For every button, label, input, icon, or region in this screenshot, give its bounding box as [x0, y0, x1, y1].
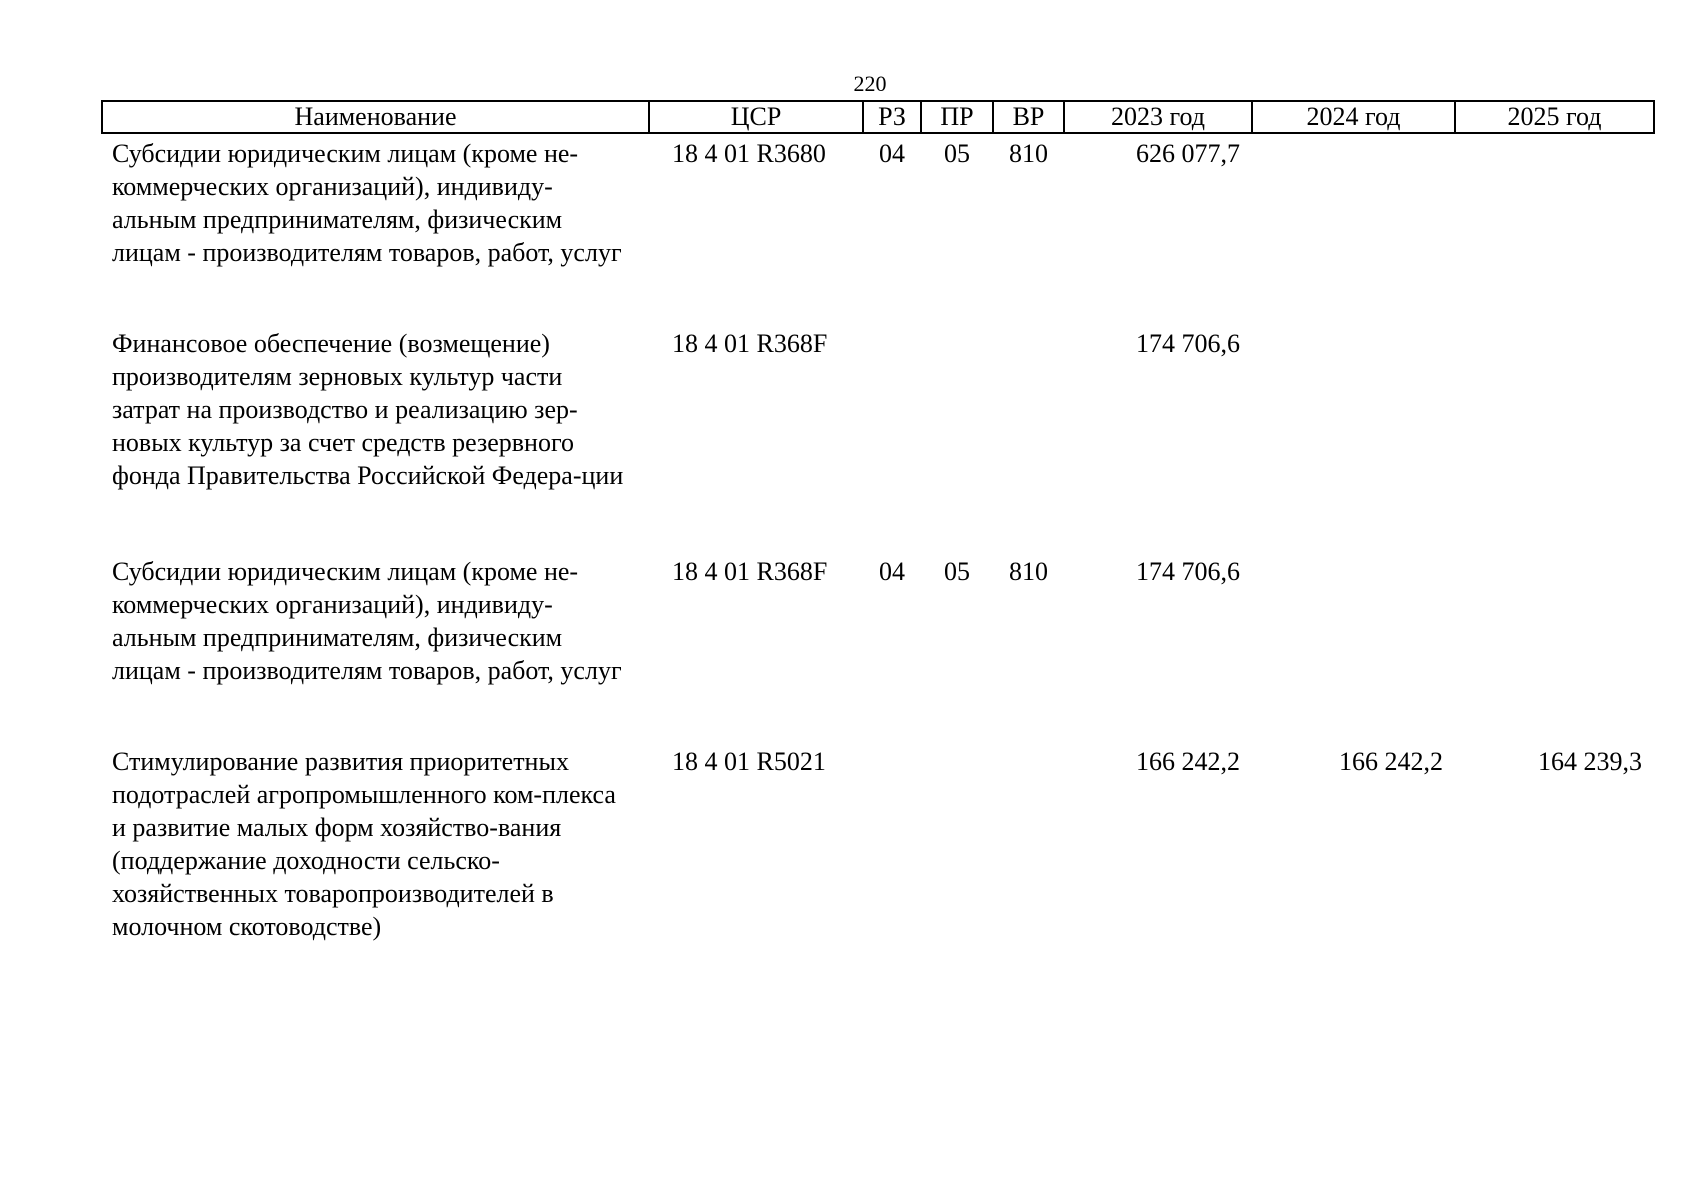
row-name: Субсидии юридическим лицам (кроме не-коммерческих организаций), индивиду-альным предпринимателям, физическим лицам - производителям товаров, работ, услуг — [112, 139, 622, 267]
table-row — [102, 327, 1654, 555]
row-amount-2024 — [1252, 555, 1455, 745]
row-amount-2023: 626 077,7 — [1136, 139, 1240, 168]
row-pr: 05 — [944, 139, 970, 168]
row-csr: 18 4 01 R368F — [672, 329, 828, 358]
row-csr: 18 4 01 R368F — [672, 557, 828, 586]
table-body — [102, 133, 1654, 945]
row-name: Субсидии юридическим лицам (кроме не-коммерческих организаций), индивиду-альным предпринимателям, физическим лицам - производителям товаров, работ, услуг — [112, 557, 622, 685]
header-row — [102, 101, 1654, 133]
row-amount-2024: 166 242,2 — [1339, 747, 1443, 776]
table-row — [102, 745, 1654, 945]
row-amount-2023: 174 706,6 — [1136, 329, 1240, 358]
header-vr: ВР — [993, 101, 1064, 133]
row-name: Стимулирование развития приоритетных подотраслей агропромышленного ком-плекса и развитие малых форм хозяйство-вания (поддержание доходности сельско-хозяйственных товаропроизводителей в молочном скотоводстве) — [112, 747, 616, 941]
row-amount-2025: 164 239,3 — [1538, 747, 1642, 776]
row-csr: 18 4 01 R5021 — [672, 747, 826, 776]
table-row — [102, 555, 1654, 745]
row-rz — [863, 327, 921, 555]
page-number: 220 — [853, 71, 887, 96]
header-rz: РЗ — [863, 101, 921, 133]
row-amount-2025 — [1455, 133, 1654, 327]
header-pr: ПР — [921, 101, 993, 133]
row-rz: 04 — [879, 557, 905, 586]
row-amount-2024 — [1252, 327, 1455, 555]
row-amount-2024 — [1252, 133, 1455, 327]
row-rz: 04 — [879, 139, 905, 168]
row-csr: 18 4 01 R3680 — [672, 139, 826, 168]
header-year-2025: 2025 год — [1455, 101, 1654, 133]
row-name: Финансовое обеспечение (возмещение) производителям зерновых культур части затрат на производство и реализацию зер-новых культур за счет средств резервного фонда Правительства Российской Федера-ции — [112, 329, 624, 490]
budget-table — [101, 100, 1655, 945]
header-year-2023: 2023 год — [1064, 101, 1252, 133]
header-csr: ЦСР — [649, 101, 863, 133]
row-pr — [921, 745, 993, 945]
row-vr — [993, 327, 1064, 555]
header-name: Наименование — [102, 101, 649, 133]
row-vr: 810 — [1009, 139, 1048, 168]
row-amount-2025 — [1455, 327, 1654, 555]
row-amount-2023: 174 706,6 — [1136, 557, 1240, 586]
header-year-2024: 2024 год — [1252, 101, 1455, 133]
table-row — [102, 133, 1654, 327]
row-vr: 810 — [1009, 557, 1048, 586]
budget-table-container — [101, 100, 1653, 945]
table-header — [102, 101, 1654, 133]
row-pr: 05 — [944, 557, 970, 586]
row-amount-2023: 166 242,2 — [1136, 747, 1240, 776]
row-rz — [863, 745, 921, 945]
row-pr — [921, 327, 993, 555]
row-amount-2025 — [1455, 555, 1654, 745]
row-vr — [993, 745, 1064, 945]
